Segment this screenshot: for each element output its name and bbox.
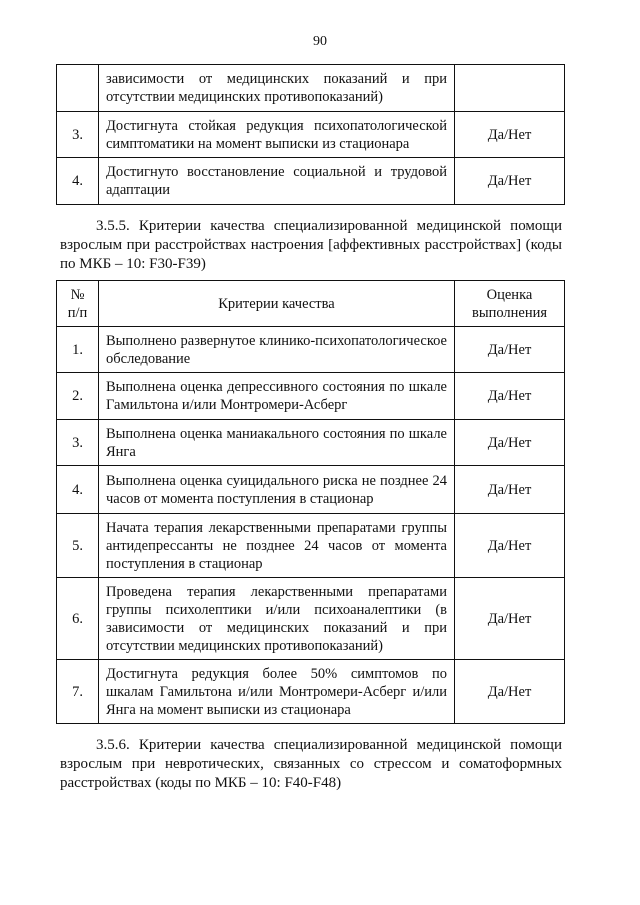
- criterion-text: зависимости от медицинских показаний и при отсутствии медицинских противопоказаний): [99, 65, 455, 112]
- header-grade: Оценка выполнения: [455, 281, 565, 327]
- table-row: [57, 158, 565, 205]
- table-row: [57, 578, 565, 660]
- criteria-table-3-5-5: [56, 280, 565, 724]
- header-number: № п/п: [57, 281, 99, 327]
- grade-cell: Да/Нет: [455, 158, 565, 205]
- table-row: [57, 466, 565, 514]
- criterion-text: Выполнена оценка маниакального состояния по шкале Янга: [99, 420, 455, 466]
- criterion-text: Выполнено развернутое клинико-психопатологическое обследование: [99, 327, 455, 373]
- row-number: 5.: [57, 514, 99, 578]
- table-header-row: [57, 281, 565, 327]
- grade-cell: Да/Нет: [455, 420, 565, 466]
- criterion-text: Начата терапия лекарственными препаратами группы антидепрессанты не позднее 24 часов от момента поступления в стационар: [99, 514, 455, 578]
- table-row: [57, 373, 565, 420]
- row-number: 4.: [57, 466, 99, 514]
- row-number: 2.: [57, 373, 99, 420]
- table-row: [57, 514, 565, 578]
- table-row: [57, 112, 565, 158]
- criterion-text: Достигнуто восстановление социальной и трудовой адаптации: [99, 158, 455, 205]
- row-number: [57, 65, 99, 112]
- row-number: 3.: [57, 420, 99, 466]
- grade-cell: Да/Нет: [455, 660, 565, 724]
- criterion-text: Выполнена оценка депрессивного состояния по шкале Гамильтона и/или Монтромери-Асберг: [99, 373, 455, 420]
- grade-cell: Да/Нет: [455, 578, 565, 660]
- grade-cell: Да/Нет: [455, 514, 565, 578]
- criteria-table-continued: [56, 64, 565, 205]
- criterion-text: Выполнена оценка суицидального риска не позднее 24 часов от момента поступления в стационар: [99, 466, 455, 514]
- table-row: [57, 327, 565, 373]
- criterion-text: Достигнута стойкая редукция психопатологической симптоматики на момент выписки из стационара: [99, 112, 455, 158]
- table-row: [57, 660, 565, 724]
- row-number: 6.: [57, 578, 99, 660]
- grade-cell: [455, 65, 565, 112]
- criterion-text: Достигнута редукция более 50% симптомов по шкалам Гамильтона и/или Монтромери-Асберг и/или Янга на момент выписки из стационара: [99, 660, 455, 724]
- grade-cell: Да/Нет: [455, 466, 565, 514]
- table-row: [57, 65, 565, 112]
- section-heading-3-5-6: 3.5.6. Критерии качества специализированной медицинской помощи взрослым при невротических, связанных со стрессом и соматоформных расстройствах (коды по МКБ – 10: F40-F48): [60, 737, 562, 791]
- table-row: [57, 420, 565, 466]
- header-criteria: Критерии качества: [99, 281, 455, 327]
- row-number: 4.: [57, 158, 99, 205]
- grade-cell: Да/Нет: [455, 373, 565, 420]
- row-number: 7.: [57, 660, 99, 724]
- page-number: 90: [313, 34, 327, 49]
- grade-cell: Да/Нет: [455, 112, 565, 158]
- grade-cell: Да/Нет: [455, 327, 565, 373]
- row-number: 1.: [57, 327, 99, 373]
- section-heading-3-5-5: 3.5.5. Критерии качества специализированной медицинской помощи взрослым при расстройствах настроения [аффективных расстройствах] (коды по МКБ – 10: F30-F39): [60, 218, 562, 272]
- criterion-text: Проведена терапия лекарственными препаратами группы психолептики и/или психоаналептики (в зависимости от медицинских показаний и при отсутствии медицинских противопоказаний): [99, 578, 455, 660]
- row-number: 3.: [57, 112, 99, 158]
